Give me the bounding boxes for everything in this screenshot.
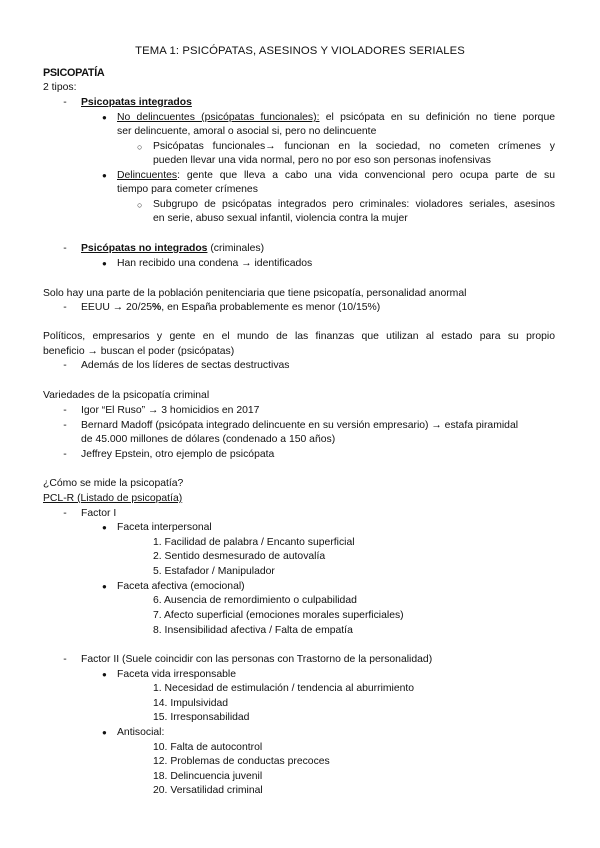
funcionales-line1: Psicópatas funcionales→ funcionan en la sociedad, no cometen crímenes y bbox=[153, 141, 555, 152]
delincuentes-line2: tiempo para cometer crímenes bbox=[117, 184, 258, 195]
item-15: 15. Irresponsabilidad bbox=[153, 712, 250, 723]
dash-bullet: - bbox=[63, 360, 67, 371]
item-1: 1. Facilidad de palabra / Encanto superficial bbox=[153, 537, 355, 548]
no-delincuentes-desc: el psicópata en su definición no tiene porque bbox=[319, 112, 555, 123]
dot-bullet: ● bbox=[102, 259, 107, 268]
pcl-r-heading: PCL-R (Listado de psicopatía) bbox=[43, 493, 183, 504]
dash-bullet: - bbox=[63, 405, 67, 416]
faceta-interpersonal: Faceta interpersonal bbox=[117, 522, 212, 533]
section-heading-psicopatia: PSICOPATÍA bbox=[43, 67, 105, 79]
delincuentes-line1 bbox=[117, 169, 555, 184]
dash-bullet: - bbox=[63, 508, 67, 519]
poblacion-text: Solo hay una parte de la población penitenciaria que tiene psicopatía, personalidad anormal bbox=[43, 288, 467, 299]
dash-bullet: - bbox=[63, 97, 67, 108]
item-14: 14. Impulsividad bbox=[153, 698, 229, 709]
eeuu-percent: % bbox=[152, 302, 162, 313]
dot-bullet: ● bbox=[102, 728, 107, 737]
sectas-text: Además de los líderes de sectas destructivas bbox=[81, 360, 290, 371]
no-integrados-label: Psicópatas no integrados bbox=[81, 243, 208, 254]
dot-bullet: ● bbox=[102, 582, 107, 591]
antisocial-label: Antisocial: bbox=[117, 727, 165, 738]
circle-bullet: ○ bbox=[137, 142, 143, 152]
no-integrados-line bbox=[81, 242, 264, 257]
no-delincuentes-line2: ser delincuente, amoral o asocial si, pero no delincuente bbox=[117, 126, 377, 137]
medicion-question: ¿Cómo se mide la psicopatía? bbox=[43, 478, 184, 489]
madoff-line2: de 45.000 millones de dólares (condenado a 150 años) bbox=[81, 434, 336, 445]
subgrupo-line1: Subgrupo de psicópatas integrados pero criminales: violadores seriales, asesinos bbox=[153, 199, 555, 210]
eeuu-line bbox=[81, 301, 380, 316]
variedad-item: Bernard Madoff (psicópata integrado delincuente en su versión empresario) → estafa piramidal bbox=[81, 420, 519, 431]
faceta-afectiva: Faceta afectiva (emocional) bbox=[117, 581, 245, 592]
delincuentes-desc: : gente que lleva a cabo una vida convencional pero ocupa parte de su bbox=[177, 170, 555, 181]
item-8: 8. Insensibilidad afectiva / Falta de empatía bbox=[153, 625, 353, 636]
item-6: 6. Ausencia de remordimiento o culpabilidad bbox=[153, 595, 357, 606]
item-5: 5. Estafador / Manipulador bbox=[153, 566, 275, 577]
circle-bullet: ○ bbox=[137, 200, 143, 210]
dash-bullet: - bbox=[63, 302, 67, 313]
dot-bullet: ● bbox=[102, 113, 107, 122]
subgrupo-line2: en serie, abuso sexual infantil, violencia contra la mujer bbox=[153, 213, 408, 224]
faceta-vida-irresponsable: Faceta vida irresponsable bbox=[117, 669, 236, 680]
item-2: 2. Sentido desmesurado de autovalía bbox=[153, 551, 326, 562]
funcionales-line2: pueden llevar una vida normal, pero no por eso son personas inofensivas bbox=[153, 155, 491, 166]
dash-bullet: - bbox=[63, 449, 67, 460]
intro-text: 2 tipos: bbox=[43, 82, 77, 93]
dot-bullet: ● bbox=[102, 171, 107, 180]
dot-bullet: ● bbox=[102, 523, 107, 532]
integrados-label: Psicopatas integrados bbox=[81, 97, 192, 108]
variedades-heading: Variedades de la psicopatía criminal bbox=[43, 390, 210, 401]
document-title: TEMA 1: PSICÓPATAS, ASESINOS Y VIOLADORES SERIALES bbox=[135, 45, 465, 57]
politicos-line1: Políticos, empresarios y gente en el mundo de las finanzas que utilizan al estado para su propio bbox=[43, 331, 555, 342]
politicos-line2: beneficio → buscan el poder (psicópatas) bbox=[43, 346, 235, 357]
item-7: 7. Afecto superficial (emociones morales superficiales) bbox=[153, 610, 404, 621]
item-1b: 1. Necesidad de estimulación / tendencia al aburrimiento bbox=[153, 683, 415, 694]
no-delincuentes-line1 bbox=[117, 111, 555, 126]
dash-bullet: - bbox=[63, 654, 67, 665]
item-12: 12. Problemas de conductas precoces bbox=[153, 756, 330, 767]
eeuu-pre: EEUU → 20/25 bbox=[81, 302, 153, 313]
dot-bullet: ● bbox=[102, 670, 107, 679]
condena-text: Han recibido una condena → identificados bbox=[117, 258, 313, 269]
delincuentes-term: Delincuentes bbox=[117, 170, 178, 181]
dash-bullet: - bbox=[63, 243, 67, 254]
item-10: 10. Falta de autocontrol bbox=[153, 742, 263, 753]
factor1-label: Factor I bbox=[81, 508, 117, 519]
item-18: 18. Delincuencia juvenil bbox=[153, 771, 263, 782]
no-integrados-suffix: (criminales) bbox=[207, 243, 265, 254]
dash-bullet: - bbox=[63, 420, 67, 431]
item-20: 20. Versatilidad criminal bbox=[153, 785, 263, 796]
no-delincuentes-term: No delincuentes (psicópatas funcionales): bbox=[117, 112, 320, 123]
factor2-label: Factor II (Suele coincidir con las personas con Trastorno de la personalidad) bbox=[81, 654, 433, 665]
eeuu-post: , en España probablemente es menor (10/15%) bbox=[161, 302, 381, 313]
variedad-item: Jeffrey Epstein, otro ejemplo de psicópata bbox=[81, 449, 275, 460]
variedad-item: Igor “El Ruso” → 3 homicidios en 2017 bbox=[81, 405, 260, 416]
